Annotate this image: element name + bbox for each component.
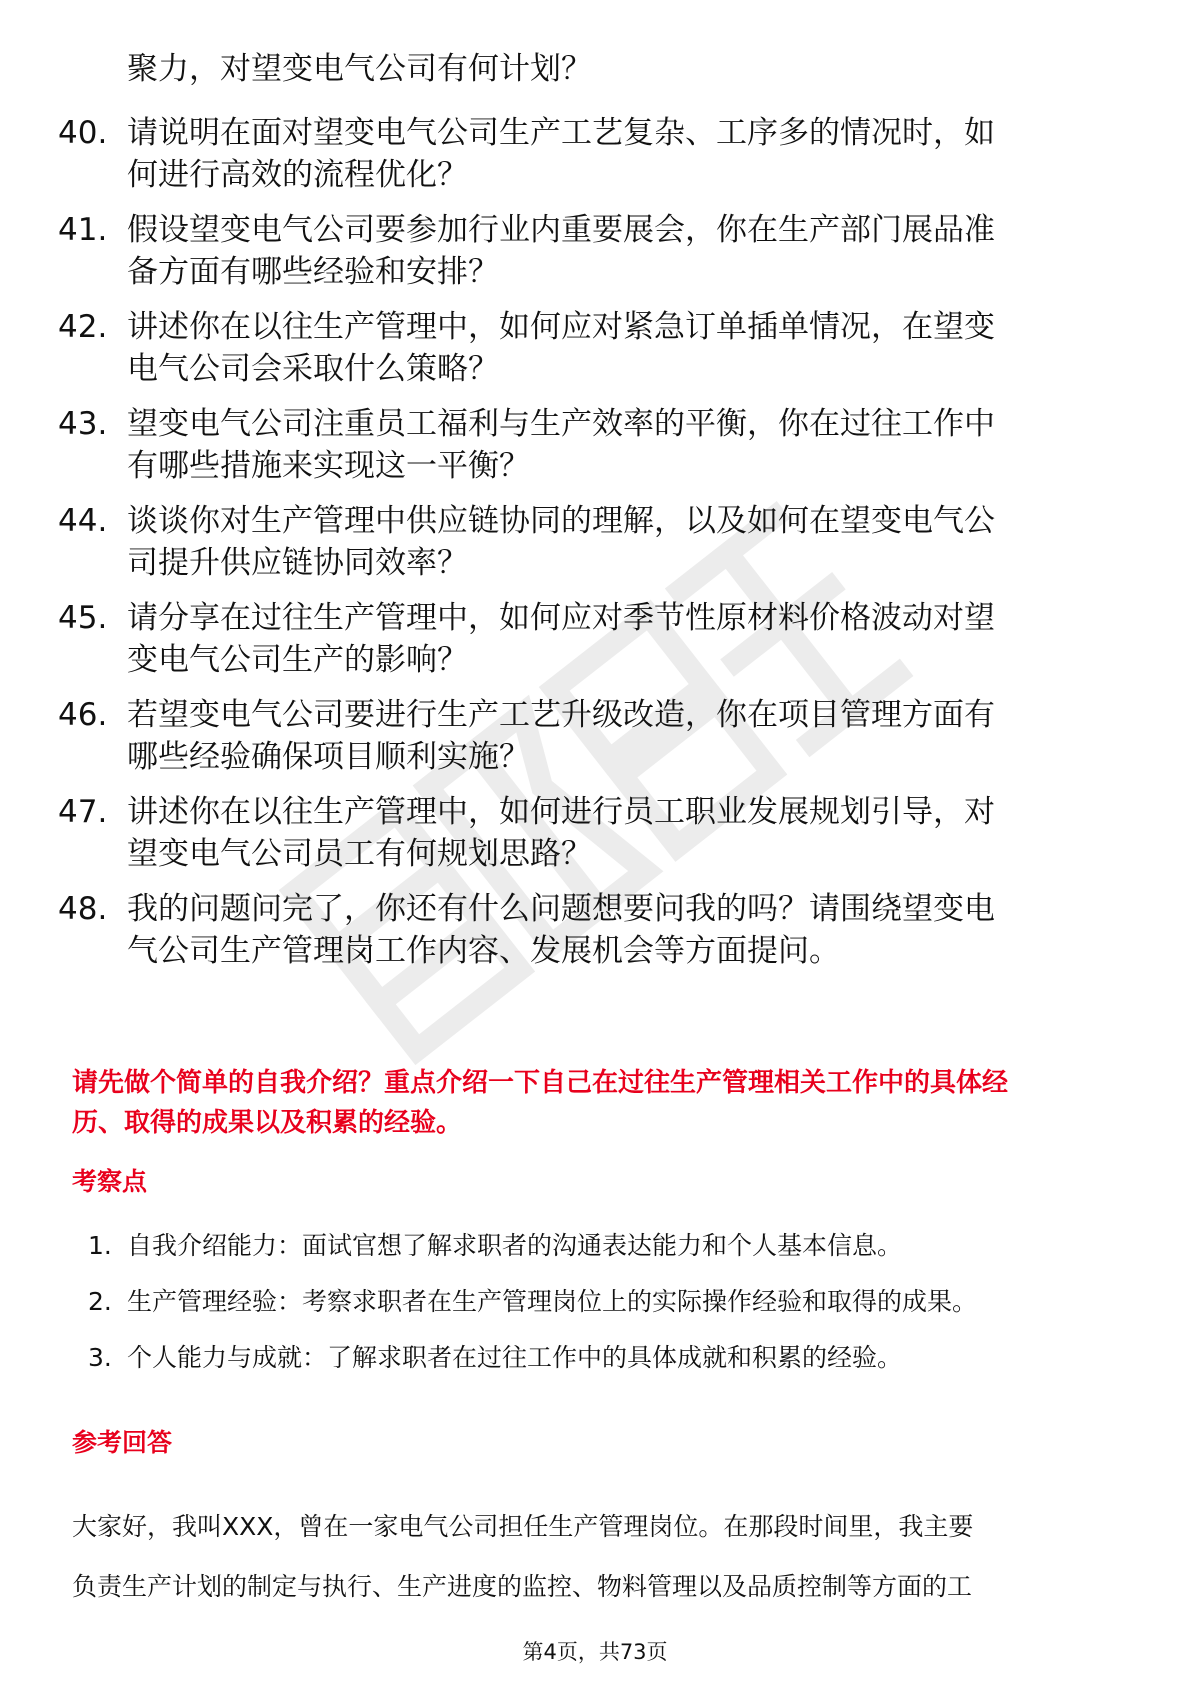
question-line: 变电气公司生产的影响？ xyxy=(127,642,468,678)
question-text xyxy=(127,112,1127,196)
answer-line: 负责生产计划的制定与执行、生产进度的监控、物料管理以及品质控制等方面的工 xyxy=(72,1572,973,1601)
continued-question-line: 聚力，对望变电气公司有何计划？ xyxy=(127,51,592,87)
question-line: 请分享在过往生产管理中，如何应对季节性原材料价格波动对望 xyxy=(127,600,995,636)
question-line: 气公司生产管理岗工作内容、发展机会等方面提问。 xyxy=(127,933,840,969)
question-item xyxy=(0,403,1190,500)
question-item xyxy=(0,694,1190,791)
question-number: 46. xyxy=(58,697,108,733)
question-line: 电气公司会采取什么策略？ xyxy=(127,351,499,387)
answer-line: 大家好，我叫XXX，曾在一家电气公司担任生产管理岗位。在那段时间里，我主要 xyxy=(72,1512,974,1541)
page-footer: 第4页，共73页 xyxy=(522,1640,668,1664)
point-number: 2. xyxy=(88,1287,112,1316)
assessment-heading: 考察点 xyxy=(72,1167,148,1196)
assessment-point xyxy=(0,1341,1190,1397)
question-line: 若望变电气公司要进行生产工艺升级改造，你在项目管理方面有 xyxy=(127,697,995,733)
question-number: 44. xyxy=(58,503,108,539)
question-item xyxy=(0,500,1190,597)
question-line: 有哪些措施来实现这一平衡？ xyxy=(127,448,530,484)
question-line: 讲述你在以往生产管理中，如何应对紧急订单插单情况，在望变 xyxy=(127,309,995,345)
question-list xyxy=(0,112,1190,985)
question-item xyxy=(0,597,1190,694)
question-number: 48. xyxy=(58,891,108,927)
question-line: 望变电气公司员工有何规划思路？ xyxy=(127,836,592,872)
question-text xyxy=(127,403,1127,487)
question-item xyxy=(0,306,1190,403)
point-text: 个人能力与成就：了解求职者在过往工作中的具体成就和积累的经验。 xyxy=(127,1343,903,1372)
question-number: 43. xyxy=(58,406,108,442)
question-number: 40. xyxy=(58,115,108,151)
point-number: 3. xyxy=(88,1343,112,1372)
question-text xyxy=(127,888,1127,972)
reference-answer-heading: 参考回答 xyxy=(72,1428,173,1457)
assessment-point xyxy=(0,1285,1190,1341)
question-line: 请说明在面对望变电气公司生产工艺复杂、工序多的情况时，如 xyxy=(127,115,995,151)
question-line: 假设望变电气公司要参加行业内重要展会，你在生产部门展品准 xyxy=(127,212,995,248)
question-text xyxy=(127,209,1127,293)
question-number: 45. xyxy=(58,600,108,636)
question-item xyxy=(0,888,1190,985)
question-number: 47. xyxy=(58,794,108,830)
highlight-question-line: 请先做个简单的自我介绍？重点介绍一下自己在过往生产管理相关工作中的具体经 xyxy=(72,1068,1009,1098)
point-text: 生产管理经验：考察求职者在生产管理岗位上的实际操作经验和取得的成果。 xyxy=(127,1287,978,1316)
question-line: 备方面有哪些经验和安排？ xyxy=(127,254,499,290)
question-text xyxy=(127,597,1127,681)
point-number: 1. xyxy=(88,1231,112,1260)
highlight-question xyxy=(72,1063,1132,1143)
question-item xyxy=(0,209,1190,306)
point-text: 自我介绍能力：面试官想了解求职者的沟通表达能力和个人基本信息。 xyxy=(127,1231,903,1260)
highlight-question-line: 历、取得的成果以及积累的经验。 xyxy=(72,1108,463,1138)
question-line: 哪些经验确保项目顺利实施？ xyxy=(127,739,530,775)
question-line: 我的问题问完了，你还有什么问题想要问我的吗？请围绕望变电 xyxy=(127,891,995,927)
question-text xyxy=(127,500,1127,584)
question-line: 司提升供应链协同效率？ xyxy=(127,545,468,581)
question-text xyxy=(127,791,1127,875)
question-item xyxy=(0,112,1190,209)
question-item xyxy=(0,791,1190,888)
question-number: 41. xyxy=(58,212,108,248)
question-text xyxy=(127,306,1127,390)
assessment-point-list xyxy=(0,1229,1190,1397)
question-line: 何进行高效的流程优化？ xyxy=(127,157,468,193)
question-number: 42. xyxy=(58,309,108,345)
question-line: 谈谈你对生产管理中供应链协同的理解，以及如何在望变电气公 xyxy=(127,503,995,539)
question-line: 讲述你在以往生产管理中，如何进行员工职业发展规划引导，对 xyxy=(127,794,995,830)
question-line: 望变电气公司注重员工福利与生产效率的平衡，你在过往工作中 xyxy=(127,406,995,442)
question-text xyxy=(127,694,1127,778)
assessment-point xyxy=(0,1229,1190,1285)
reference-answer-body xyxy=(72,1497,1132,1617)
